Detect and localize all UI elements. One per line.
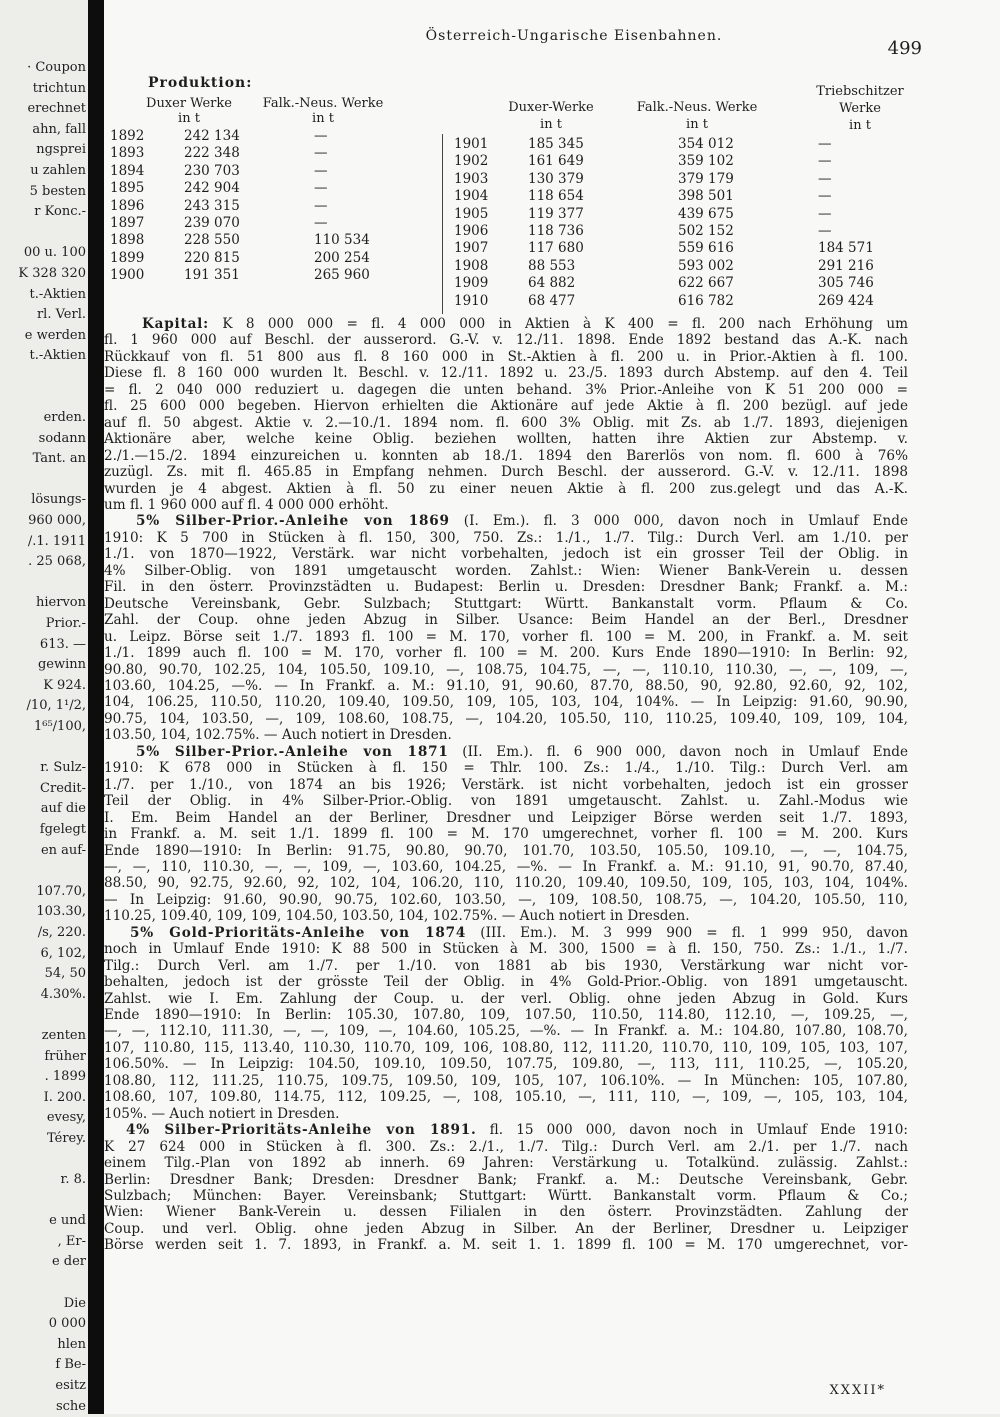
margin-line: 00 u. 100 [23, 245, 86, 261]
cell-falk: 379 179 [678, 170, 734, 187]
margin-line: 1⁶⁵/100, [33, 719, 86, 734]
cell-trieb: — [818, 153, 832, 170]
margin-line: auf die [40, 801, 86, 817]
margin-line: · Coupon [27, 60, 86, 75]
line-text: 105%. — Auch notiert in Dresden. [104, 1105, 340, 1122]
cell-falk: 354 012 [678, 136, 734, 152]
cell-year: 1902 [454, 153, 489, 170]
line-text: noch in Umlauf Ende 1910: K 88 500 in Stücken à M. 300, 1500 = à fl. 150, 750. Zs.: 1./1., 1./7. [104, 941, 908, 958]
cell-falk: 110 534 [314, 232, 370, 249]
cell-duxer: 68 477 [528, 292, 576, 309]
margin-line [0, 367, 86, 388]
text-line [104, 711, 908, 727]
text-line [104, 513, 908, 529]
cell-year: 1897 [110, 214, 145, 231]
cell-year: 1901 [454, 136, 489, 152]
margin-line: /s, 220. [37, 924, 86, 940]
cell-trieb: — [818, 136, 832, 152]
cell-trieb: — [818, 170, 832, 187]
margin-line [0, 573, 86, 594]
text-line [104, 678, 908, 694]
line-text: —, —, 110, 110.30, —, —, 109, —, 103.60, 104.25, —%. — In Frankf. a. M.: 91.10, 91, 90.70, 87.40, [104, 858, 908, 875]
text-line [104, 1040, 908, 1056]
margin-line: erden. [43, 410, 86, 426]
cell-falk: — [314, 128, 328, 144]
cell-year: 1893 [110, 145, 145, 162]
text-line [104, 908, 908, 924]
margin-line [0, 470, 86, 491]
cell-falk: — [314, 197, 328, 214]
line-text: Aktionäre aber, welche keine Oblig. beziehen wollten, hatten ihre Aktien zur Abstemp. v. [104, 431, 908, 448]
cell-year: 1903 [454, 170, 489, 187]
margin-line: 103.30, [36, 904, 86, 920]
text-line [104, 810, 908, 826]
text-line [104, 1188, 908, 1204]
table-row [104, 128, 434, 145]
line-text: Tilg.: Durch Verl. am 1./7. per 1./10. von 1881 ab bis 1930, Verstärkung war nicht vor- [104, 957, 908, 974]
cell-falk: 200 254 [314, 249, 370, 266]
text-line [104, 1089, 908, 1105]
cell-duxer: 242 904 [184, 180, 240, 197]
section-heading: 5% Gold-Prioritäts-Anleihe von 1874 [130, 924, 467, 941]
margin-line: erechnet [27, 101, 86, 117]
cell-falk: 622 667 [678, 275, 734, 292]
text-line [104, 974, 908, 990]
line-text: 103.60, 104.25, —%. — In Frankf. a. M.: 91.10, 91, 90.60, 87.70, 88.50, 90, 92.80, 92.60, 92, 102, [104, 677, 908, 694]
table-row [104, 180, 434, 197]
table-row [448, 171, 948, 188]
line-text: Sulzbach; München: Bayer. Vereinsbank; Stuttgart: Württ. Bankanstalt vorm. Pflaum & Co.; [104, 1188, 908, 1205]
table-divider [442, 134, 443, 314]
margin-line: Credit- [40, 780, 86, 796]
margin-line: , Er- [57, 1233, 86, 1249]
cell-falk: — [314, 214, 328, 231]
text-line [104, 415, 908, 431]
cell-duxer: 230 703 [184, 162, 240, 179]
text-line [104, 1007, 908, 1023]
cell-trieb: 184 571 [818, 240, 874, 257]
cell-duxer: 118 736 [528, 222, 584, 239]
line-text: 108.60, 107, 109.80, 114.75, 112, 109.25, —, 108, 105.10, —, 111, 110, —, 109, —, 105, 103, 104, [104, 1089, 908, 1106]
line-text: 1./7. per 1./10., von 1874 an bis 1926; Verstärk. ist nicht vorbehalten, jedoch ist ein grosser [104, 776, 908, 793]
line-text: = fl. 2 040 000 reduziert u. dagegen die unten behand. 3% Prior.-Anleihe von K 51 200 000 = [104, 381, 908, 398]
cell-falk: 559 616 [678, 240, 734, 257]
text-line [104, 941, 908, 957]
cell-trieb: — [818, 222, 832, 239]
line-text: 90.80, 90.70, 102.25, 104, 105.50, 109.10, —, 108.75, 104.75, —, —, 110.10, 110.30, —, —, 109, —, [104, 661, 908, 678]
cell-falk: 359 102 [678, 153, 734, 170]
col-unit-trieb: in t [849, 118, 871, 133]
cell-falk: — [314, 145, 328, 162]
text-line [104, 596, 908, 612]
production-table-right [448, 136, 948, 310]
cell-year: 1898 [110, 232, 145, 249]
page-number: 499 [887, 38, 922, 59]
margin-line: fgelegt [39, 821, 86, 837]
margin-line: ngsprei [36, 142, 86, 158]
cell-year: 1895 [110, 180, 145, 197]
cell-trieb: 269 424 [818, 292, 874, 309]
cell-duxer: 228 550 [184, 232, 240, 249]
line-text: fl. 15 000 000, davon noch in Umlauf Ende 1910: [476, 1122, 908, 1139]
col-header-falk-left: Falk.-Neus. Werke [262, 96, 384, 111]
text-line [104, 1139, 908, 1155]
line-text: Rückkauf von fl. 51 800 aus fl. 8 160 000 in St.-Aktien à fl. 200 u. in Prior.-Aktien à fl. 100. [104, 348, 908, 365]
margin-line: r. 8. [60, 1172, 86, 1188]
text-line [104, 382, 908, 398]
section-heading: 5% Silber-Prior.-Anleihe von 1871 [136, 743, 449, 760]
line-text: 108.80, 112, 111.25, 110.75, 109.75, 109.50, 109, 105, 107, 106.10%. — In München: 105, 107.80, [104, 1072, 908, 1089]
text-line [104, 1221, 908, 1237]
margin-line: r Konc.- [34, 204, 86, 220]
margin-line [0, 388, 86, 409]
line-text: —, —, 112.10, 111.30, —, —, 109, —, 104.60, 105.25, —%. — In Frankf. a. M.: 104.80, 107.80, 108.70, [104, 1023, 908, 1040]
signature-mark: XXXII* [829, 1383, 886, 1398]
cell-falk: 265 960 [314, 267, 370, 284]
margin-line: esitz [55, 1378, 86, 1393]
text-line [104, 332, 908, 348]
margin-line: /10, 1¹/2, [26, 698, 86, 714]
text-line [104, 892, 908, 908]
margin-line: I. 200. [43, 1089, 86, 1105]
margin-line [0, 1273, 86, 1294]
margin-line: lösungs- [31, 492, 86, 508]
production-title: Produktion: [148, 75, 253, 91]
text-line [104, 1237, 908, 1253]
margin-line: . 25 068, [28, 554, 86, 570]
margin-line: e und [49, 1213, 86, 1229]
text-line [104, 662, 908, 678]
margin-line: e der [51, 1254, 86, 1270]
line-text: 1910: K 5 700 in Stücken à fl. 150, 300, 750. Zs.: 1./1., 1./7. Tilg.: Durch Verl. am 1./10. per [104, 529, 908, 546]
cell-year: 1899 [110, 249, 145, 266]
margin-line: K 328 320 [18, 265, 86, 281]
margin-line: 613. — [39, 636, 86, 652]
col-unit-duxer-left: in t [178, 111, 200, 126]
table-row [104, 250, 434, 267]
margin-line: zenten [41, 1027, 86, 1043]
cell-duxer: 130 379 [528, 170, 584, 187]
text-line [104, 579, 908, 595]
text-line [104, 793, 908, 809]
text-line [104, 612, 908, 628]
cell-trieb: 305 746 [818, 275, 874, 292]
text-line [104, 875, 908, 891]
margin-line: sodann [38, 430, 86, 446]
text-line [104, 777, 908, 793]
cell-year: 1896 [110, 197, 145, 214]
text-line [104, 481, 908, 497]
margin-line: gewinn [37, 657, 86, 673]
table-row [448, 206, 948, 223]
text-line [104, 497, 908, 513]
margin-line [0, 1005, 86, 1026]
cell-falk: — [314, 180, 328, 197]
line-text: Ende 1890—1910: In Berlin: 105.30, 107.80, 109, 107.50, 110.50, 114.80, 112.10, —, 109.25, —, [104, 1007, 908, 1024]
margin-line [0, 1191, 86, 1212]
col-header-falk-right: Falk.-Neus. Werke [636, 100, 758, 115]
line-text: 103.50, 104, 102.75%. — Auch notiert in Dresden. [104, 727, 452, 744]
table-row [104, 267, 434, 284]
margin-line: Térey. [46, 1130, 86, 1146]
table-row [104, 232, 434, 249]
cell-duxer: 222 348 [184, 145, 240, 162]
margin-line: 107.70, [36, 883, 86, 899]
col-header-trieb-2: Werke [839, 101, 881, 116]
text-line [104, 365, 908, 381]
table-row [448, 240, 948, 257]
margin-line [0, 861, 86, 882]
cell-duxer: 88 553 [528, 257, 576, 274]
text-line [104, 1106, 908, 1122]
table-row [448, 188, 948, 205]
text-line [104, 760, 908, 776]
cell-falk: 439 675 [678, 205, 734, 222]
margin-line: rl. Verl. [36, 307, 86, 323]
margin-line: früher [44, 1048, 86, 1064]
line-text: Deutsche Vereinsbank, Gebr. Sulzbach; Stuttgart: Württ. Bankanstalt vorm. Pflaum & Co. [104, 595, 908, 612]
cell-year: 1900 [110, 267, 145, 284]
text-line [104, 991, 908, 1007]
margin-line [0, 223, 86, 244]
table-row [448, 293, 948, 310]
cell-duxer: 243 315 [184, 197, 240, 214]
line-text: Berlin: Dresdner Bank; Dresden: Dresdner Bank; Frankf. a. M.: Deutsche Vereinsbank, Gebr. [104, 1171, 908, 1188]
line-text: in Frankf. a. M. seit 1./1. 1899 fl. 100 = M. 170 umgerechnet, vorher fl. 100 = M. 200. Kurs [104, 826, 908, 843]
cell-duxer: 220 815 [184, 249, 240, 266]
running-header: Österreich-Ungarische Eisenbahnen. [425, 28, 723, 44]
margin-line: 960 000, [28, 513, 86, 529]
line-text: fl. 25 600 000 begeben. Hiervon erhielten die Aktionäre auf jede Aktie à fl. 200 bezügl. auf jede [104, 398, 908, 415]
col-header-duxer-right: Duxer-Werke [508, 100, 594, 115]
margin-line: /.1. 1911 [27, 533, 86, 549]
cell-year: 1910 [454, 292, 489, 309]
cell-year: 1907 [454, 240, 489, 257]
cell-year: 1906 [454, 222, 489, 239]
line-text: Zahlst. wie I. Em. Zahlung der Coup. u. der verl. Oblig. ohne jeden Abzug in Gold. Kurs [104, 990, 908, 1007]
margin-line: 4.30%. [40, 986, 86, 1002]
line-text: Ende 1890—1910: In Berlin: 91.75, 90.80, 90.70, 101.70, 103.50, 105.50, 109.10, —, —, 104.75, [104, 842, 908, 859]
cell-year: 1908 [454, 257, 489, 274]
line-text: Wien: Wiener Bank-Verein u. dessen Filialen in den österr. Provinzstädten. Zahlung der [104, 1204, 908, 1221]
table-row [104, 145, 434, 162]
text-line [104, 826, 908, 842]
margin-line: t.-Aktien [29, 286, 86, 302]
table-row [104, 198, 434, 215]
margin-line: trichtun [32, 80, 86, 96]
line-text: einem Tilg.-Plan von 1892 ab innerh. 69 Jahren: Verstärkung u. Totalkünd. zulässig. Zahlst.: [104, 1155, 908, 1172]
table-row [448, 153, 948, 170]
margin-line: en auf- [40, 842, 86, 858]
text-line [104, 464, 908, 480]
margin-line: hlen [57, 1336, 86, 1352]
line-text: um fl. 1 960 000 auf fl. 4 000 000 erhöht. [104, 496, 389, 513]
previous-page-fragment [0, 58, 86, 1417]
margin-line: f Be- [55, 1357, 86, 1373]
text-line [104, 1155, 908, 1171]
line-text: fl. 1 960 000 auf Beschl. der ausserord. G.-V. v. 12./11. 1898. Ende 1892 bestand das A.-K. nach [104, 332, 908, 349]
cell-trieb: — [818, 188, 832, 205]
cell-duxer: 185 345 [528, 136, 584, 152]
line-text: u. Leipz. Börse seit 1./7. 1893 fl. 100 = M. 170, vorher fl. 100 = M. 200, in Frankf. a. M. seit [104, 628, 908, 645]
margin-line: K 924. [43, 677, 86, 693]
text-line [104, 563, 908, 579]
margin-line: 6, 102, [40, 945, 86, 961]
line-text: 1./1. von 1870—1922, Verstärk. war nicht vorbehalten, jedoch ist ein grosser Teil der Oblig. in [104, 546, 908, 563]
table-row [448, 275, 948, 292]
cell-duxer: 117 680 [528, 240, 584, 257]
text-line [104, 398, 908, 414]
text-line [104, 744, 908, 760]
margin-line: u zahlen [30, 162, 86, 178]
text-line [104, 925, 908, 941]
line-text: I. Em. Beim Handel an der Berliner, Dresdner und Leipziger Börse werden seit 1./7. 1893, [104, 809, 908, 826]
line-text: Zahl. der Coup. ohne jeden Abzug in Silber. Usance: Beim Handel an der Berl., Dresdner [104, 612, 908, 629]
cell-duxer: 119 377 [528, 205, 584, 222]
text-line [104, 727, 908, 743]
text-line [104, 859, 908, 875]
line-text: 1910: K 678 000 in Stücken à fl. 150 = Thlr. 100. Zs.: 1./4., 1./10. Tilg.: Durch Verl. am [104, 760, 908, 777]
margin-line: r. Sulz- [40, 760, 86, 776]
margin-line: evesy, [46, 1110, 86, 1126]
table-row [448, 136, 948, 153]
line-text: 106.50%. — In Leipzig: 104.50, 109.10, 109.50, 107.75, 109.80, —, 113, 111, 110.25, —, 105.20, [104, 1056, 908, 1073]
line-text: 4% Silber-Oblig. von 1891 umgetauscht worden. Zahlst.: Wien: Wiener Bank-Verein u. dessen [104, 562, 908, 579]
line-text: K 27 624 000 in Stücken à fl. 300. Zs.: 2./1., 1./7. Tilg.: Durch Verl. am 2./1. per 1./7. nach [104, 1138, 908, 1155]
production-table-left [104, 128, 434, 285]
text-line [104, 546, 908, 562]
line-text: 88.50, 90, 92.75, 92.60, 92, 102, 104, 106.20, 110, 110.20, 109.40, 109.50, 109, 105, 103, 104, 104%. [104, 875, 908, 892]
cell-year: 1892 [110, 128, 145, 144]
section-heading: 5% Silber-Prior.-Anleihe von 1869 [136, 513, 450, 530]
cell-trieb: 291 216 [818, 257, 874, 274]
line-text: 104, 106.25, 110.50, 110.20, 109.40, 109.50, 109, 105, 103, 104, 104%. — In Leipzig: 91.60, 90.90, [104, 694, 908, 711]
body-text [104, 316, 908, 1254]
cell-duxer: 64 882 [528, 275, 576, 292]
table-row [104, 163, 434, 180]
line-text: Diese fl. 8 160 000 wurden lt. Beschl. v. 12./11. 1892 u. 23./5. 1893 durch Abstemp. auf den 4. Teil [104, 365, 908, 382]
text-line [104, 1122, 908, 1138]
text-line [104, 645, 908, 661]
cell-falk: 616 782 [678, 292, 734, 309]
line-text: 107, 110.80, 115, 113.40, 110.30, 110.70, 109, 106, 108.80, 112, 111.20, 110.70, 110, 109, 105, 103, 107, [104, 1039, 908, 1056]
margin-line: Prior.- [45, 616, 86, 632]
text-line [104, 448, 908, 464]
col-unit-falk-left: in t [312, 111, 334, 126]
text-line [104, 431, 908, 447]
table-row [448, 223, 948, 240]
col-header-trieb: Triebschitzer [816, 84, 904, 99]
line-text: K 8 000 000 = fl. 4 000 000 in Aktien à K 400 = fl. 200 nach Erhöhung um [208, 316, 908, 332]
margin-line: 5 besten [29, 183, 86, 199]
text-line [104, 629, 908, 645]
margin-line: 0 000 [48, 1316, 86, 1332]
text-line [104, 1073, 908, 1089]
line-text: 110.25, 109.40, 109, 109, 104.50, 103.50, 104, 102.75%. — Auch notiert in Dresden. [104, 908, 690, 925]
col-header-duxer-left: Duxer Werke [146, 96, 232, 111]
cell-duxer: 242 134 [184, 128, 240, 144]
line-text: behalten, jedoch ist der grösste Teil der Oblig. in 4% Gold-Prior.-Oblig. von 1891 umgetauscht. [104, 974, 908, 991]
text-line [104, 316, 908, 332]
cell-falk: 502 152 [678, 222, 734, 239]
cell-year: 1905 [454, 205, 489, 222]
cell-falk: 593 002 [678, 257, 734, 274]
cell-duxer: 191 351 [184, 267, 240, 284]
section-heading: Kapital: [142, 316, 209, 332]
section-heading: 4% Silber-Prioritäts-Anleihe von 1891. [126, 1122, 477, 1139]
text-line [104, 843, 908, 859]
line-text: Teil der Oblig. in 4% Silber-Prior.-Oblig. von 1891 umgetauscht. Zahlst. u. Zahl.-Modus wie [104, 793, 908, 810]
line-text: (II. Em.). fl. 6 900 000, davon noch in Umlauf Ende [448, 743, 908, 760]
text-line [104, 1172, 908, 1188]
text-line [104, 1204, 908, 1220]
line-text: Coup. und verl. Oblig. ohne jeden Abzug in Silber. An der Berliner, Dresdner u. Leipziger [104, 1220, 908, 1237]
cell-trieb: — [818, 205, 832, 222]
margin-line: t.-Aktien [29, 348, 86, 364]
text-line [104, 349, 908, 365]
col-unit-duxer-right: in t [540, 117, 562, 132]
line-text: (I. Em.). fl. 3 000 000, davon noch in Umlauf Ende [449, 513, 908, 530]
line-text: wurden je 4 abgest. Aktien à fl. 50 zu einer neuen Aktie à fl. 200 zus.gelegt und das A.-K. [104, 480, 908, 497]
line-text: zuzügl. Zs. mit fl. 465.85 in Empfang nehmen. Durch Beschl. der ausserord. G.-V. v. 12./11. 1898 [104, 464, 908, 481]
margin-line [0, 738, 86, 759]
line-text: (III. Em.). M. 3 999 900 = fl. 1 999 950, davon [466, 924, 908, 941]
table-row [448, 258, 948, 275]
margin-line: sche [55, 1398, 86, 1414]
line-text: — In Leipzig: 91.60, 90.90, 90.75, 102.60, 103.50, —, 109, 108.50, 108.75, —, 104.20, 105.50, 110, [104, 891, 908, 908]
line-text: 1./1. 1899 auch fl. 100 = M. 170, vorher fl. 100 = M. 200. Kurs Ende 1890—1910: In Berlin: 92, [104, 645, 908, 662]
line-text: 90.75, 104, 103.50, —, 109, 108.60, 108.75, —, 104.20, 105.50, 110, 110.25, 109.40, 109, 109, 104, [104, 710, 908, 727]
book-page [104, 0, 1000, 1414]
text-line [104, 530, 908, 546]
margin-line: 54, 50 [44, 966, 86, 982]
cell-duxer: 161 649 [528, 153, 584, 170]
text-line [104, 1023, 908, 1039]
cell-duxer: 118 654 [528, 188, 584, 205]
cell-duxer: 239 070 [184, 214, 240, 231]
line-text: 2./1.—15./2. 1894 einzureichen u. konnten ab 18./1. 1894 den Barerlös von nom. fl. 600 à 76% [104, 447, 908, 464]
cell-falk: 398 501 [678, 188, 734, 205]
table-row [104, 215, 434, 232]
cell-year: 1909 [454, 275, 489, 292]
margin-line: hiervon [36, 595, 86, 611]
margin-line: Die [63, 1295, 86, 1311]
col-unit-falk-right: in t [686, 117, 708, 132]
cell-falk: — [314, 162, 328, 179]
line-text: Börse werden seit 1. 7. 1893, in Frankf. a. M. seit 1. 1. 1899 fl. 100 = M. 170 umgerechnet, vor- [104, 1237, 908, 1254]
margin-line: . 1899 [44, 1069, 86, 1085]
margin-line: e werden [24, 327, 86, 343]
margin-line [0, 1149, 86, 1170]
line-text: auf fl. 50 abgest. Aktie v. 2.—10./1. 1894 nom. fl. 600 3% Oblig. mit Zs. ab 1./7. 1893, diejenigen [104, 414, 908, 431]
text-line [104, 694, 908, 710]
book-spine-shadow [88, 0, 104, 1414]
margin-line: Tant. an [32, 451, 86, 467]
cell-year: 1904 [454, 188, 489, 205]
text-line [104, 1056, 908, 1072]
line-text: Fil. in den österr. Provinzstädten u. Budapest: Berlin u. Dresden: Dresdner Bank; Frankf. a. M.: [104, 579, 908, 596]
cell-year: 1894 [110, 162, 145, 179]
text-line [104, 958, 908, 974]
margin-line: ahn, fall [32, 121, 86, 137]
